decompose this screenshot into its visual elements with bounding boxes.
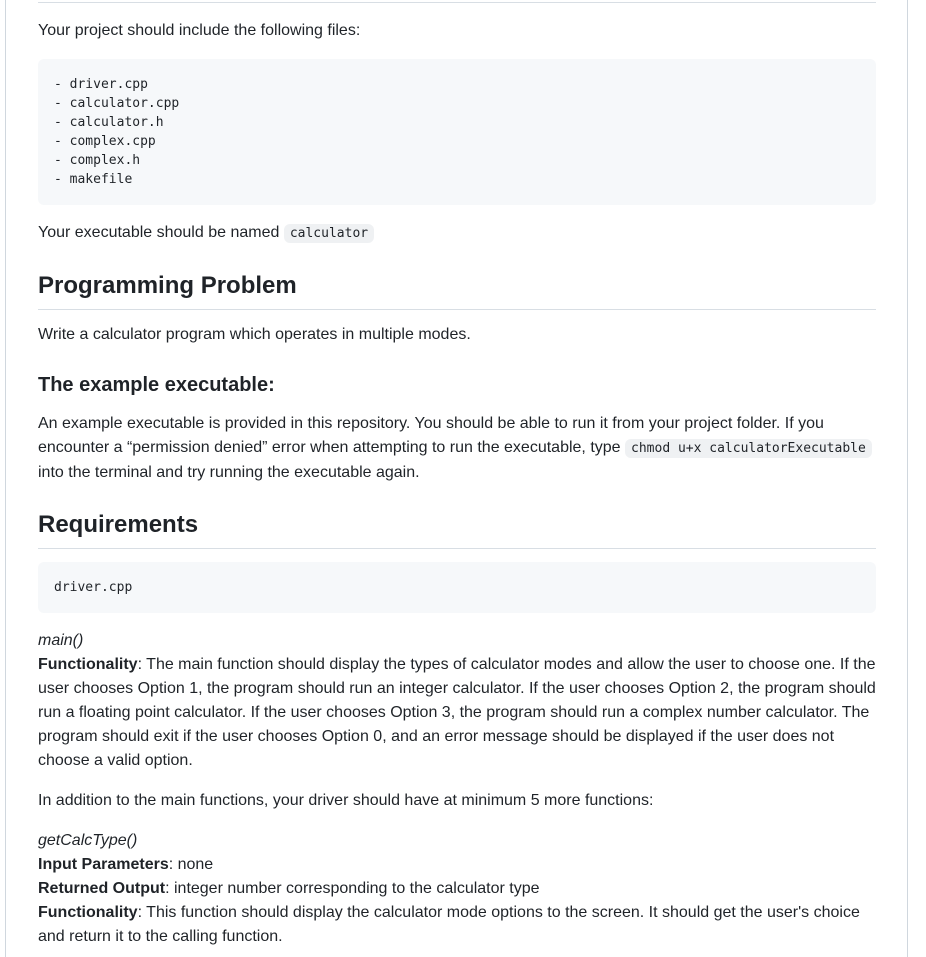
main-functionality-label: Functionality	[38, 656, 138, 673]
driver-code-block: driver.cpp	[38, 562, 876, 613]
main-function-description	[38, 629, 876, 773]
getcalctype-description	[38, 829, 876, 949]
chmod-command-code: chmod u+x calculatorExecutable	[625, 439, 872, 458]
getcalctype-function-name: getCalcType()	[38, 832, 138, 849]
example-text-after: into the terminal and try running the executable again.	[38, 464, 420, 481]
main-functionality-text: : The main function should display the types of calculator modes and allow the user to choose one. If the user chooses Option 1, the program should run an integer calculator. If the user chooses Option 2, the program should run a floating point calculator. If the user chooses Option 3, the program should run a complex number calculator. The program should exit if the user chooses Option 0, and an error message should be displayed if the user does not choose a valid option.	[38, 656, 876, 769]
getcalctype-functionality-label: Functionality	[38, 904, 138, 921]
executable-name-code: calculator	[284, 224, 374, 243]
additional-functions-text: In addition to the main functions, your driver should have at minimum 5 more functions:	[38, 792, 654, 809]
example-executable-text	[38, 412, 876, 485]
files-code-block: - driver.cpp - calculator.cpp - calculator.h - complex.cpp - complex.h - makefile	[38, 59, 876, 205]
executable-prefix: Your executable should be named	[38, 224, 280, 241]
getcalctype-output-label: Returned Output	[38, 880, 166, 897]
example-executable-heading: The example executable:	[38, 374, 275, 396]
requirements-heading: Requirements	[38, 510, 876, 549]
main-function-name: main()	[38, 632, 84, 649]
programming-problem-text: Write a calculator program which operates in multiple modes.	[38, 326, 471, 343]
section-divider	[38, 2, 876, 3]
getcalctype-input-text: : none	[168, 856, 214, 873]
programming-problem-heading: Programming Problem	[38, 271, 876, 310]
getcalctype-input-label: Input Parameters	[38, 856, 169, 873]
example-text-before: An example executable is provided in this repository. You should be able to run it from your project folder. If you encounter a “permission denied” error when attempting to run the executable, type	[38, 415, 824, 456]
files-intro: Your project should include the following files:	[38, 22, 361, 39]
executable-line	[38, 221, 876, 246]
getcalctype-output-text: : integer number corresponding to the calculator type	[165, 880, 540, 897]
getcalctype-functionality-text: : This function should display the calculator mode options to the screen. It should get the user's choice and return it to the calling function.	[38, 904, 860, 945]
